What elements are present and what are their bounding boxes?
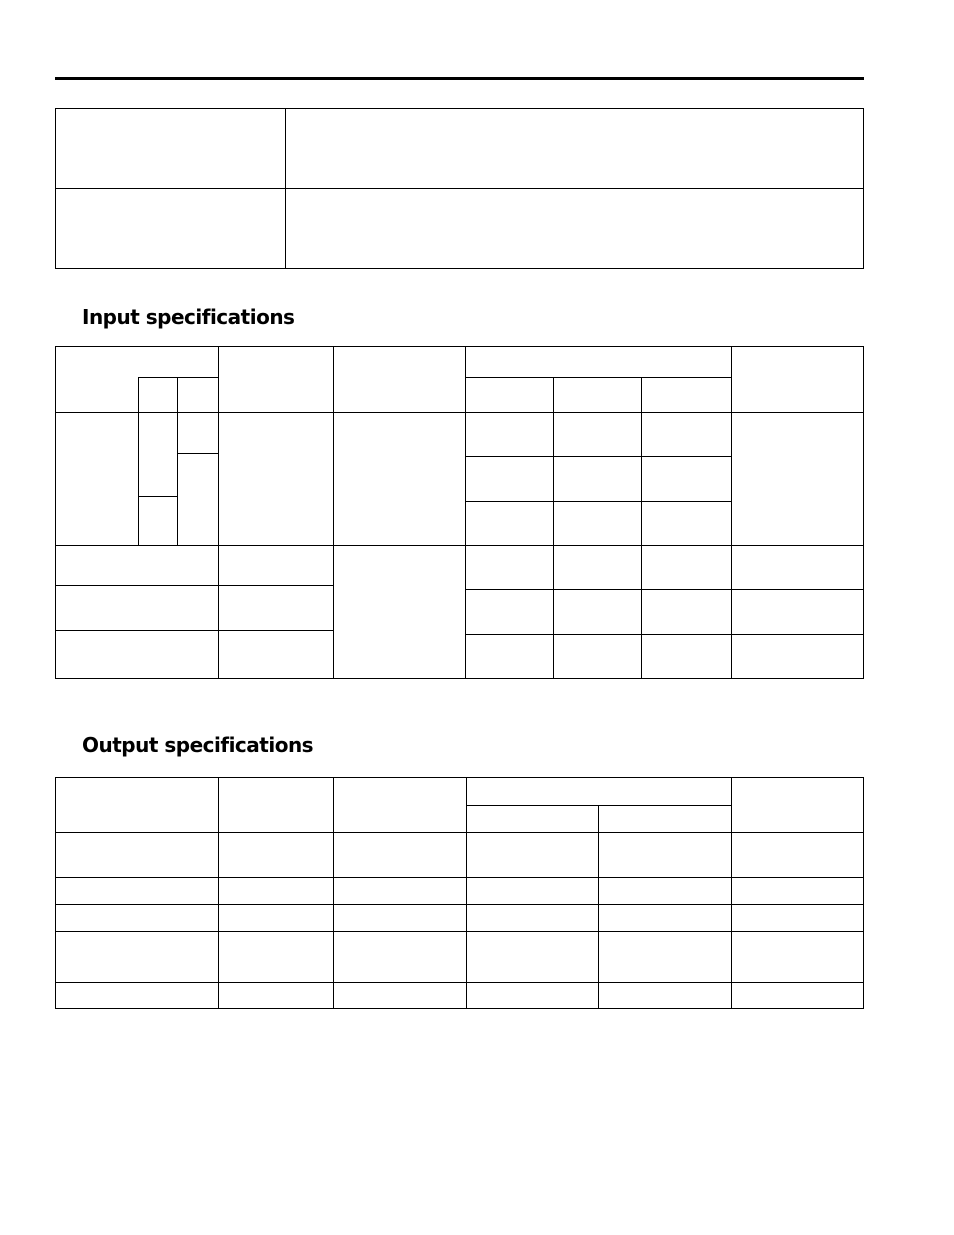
- header-rule: [55, 77, 864, 80]
- input-table-vline: [138, 377, 139, 545]
- input-table-hline: [138, 377, 218, 378]
- input-table-hline: [138, 496, 177, 497]
- output-table-hline: [466, 805, 731, 806]
- output-table-hline: [55, 877, 864, 878]
- input-table-hline: [465, 501, 731, 502]
- input-table-vline: [177, 377, 178, 545]
- input-table-hline: [55, 545, 864, 546]
- output-table-vline: [466, 777, 467, 1009]
- input-table-hline: [465, 456, 731, 457]
- input-table-vline: [731, 346, 732, 679]
- input-table-hline: [465, 634, 864, 635]
- input-table-hline: [465, 589, 864, 590]
- output-table-hline: [55, 904, 864, 905]
- input-table-hline: [177, 453, 218, 454]
- input-table-vline: [465, 346, 466, 679]
- output-table-vline: [731, 777, 732, 1009]
- input-table-hline: [55, 585, 333, 586]
- output-table-border: [55, 777, 864, 1009]
- input-table-hline: [55, 630, 333, 631]
- output-table-vline: [333, 777, 334, 1009]
- output-table-vline: [598, 805, 599, 1009]
- output-table-vline: [218, 777, 219, 1009]
- summary-table-row-divider: [55, 188, 864, 189]
- input-table-vline: [333, 346, 334, 679]
- output-table-hline: [55, 832, 864, 833]
- output-specifications-heading: Output specifications: [82, 733, 314, 757]
- output-table-hline: [55, 982, 864, 983]
- output-table-hline: [55, 931, 864, 932]
- input-table-hline: [465, 377, 731, 378]
- input-table-hline: [55, 412, 864, 413]
- input-specifications-heading: Input specifications: [82, 305, 295, 329]
